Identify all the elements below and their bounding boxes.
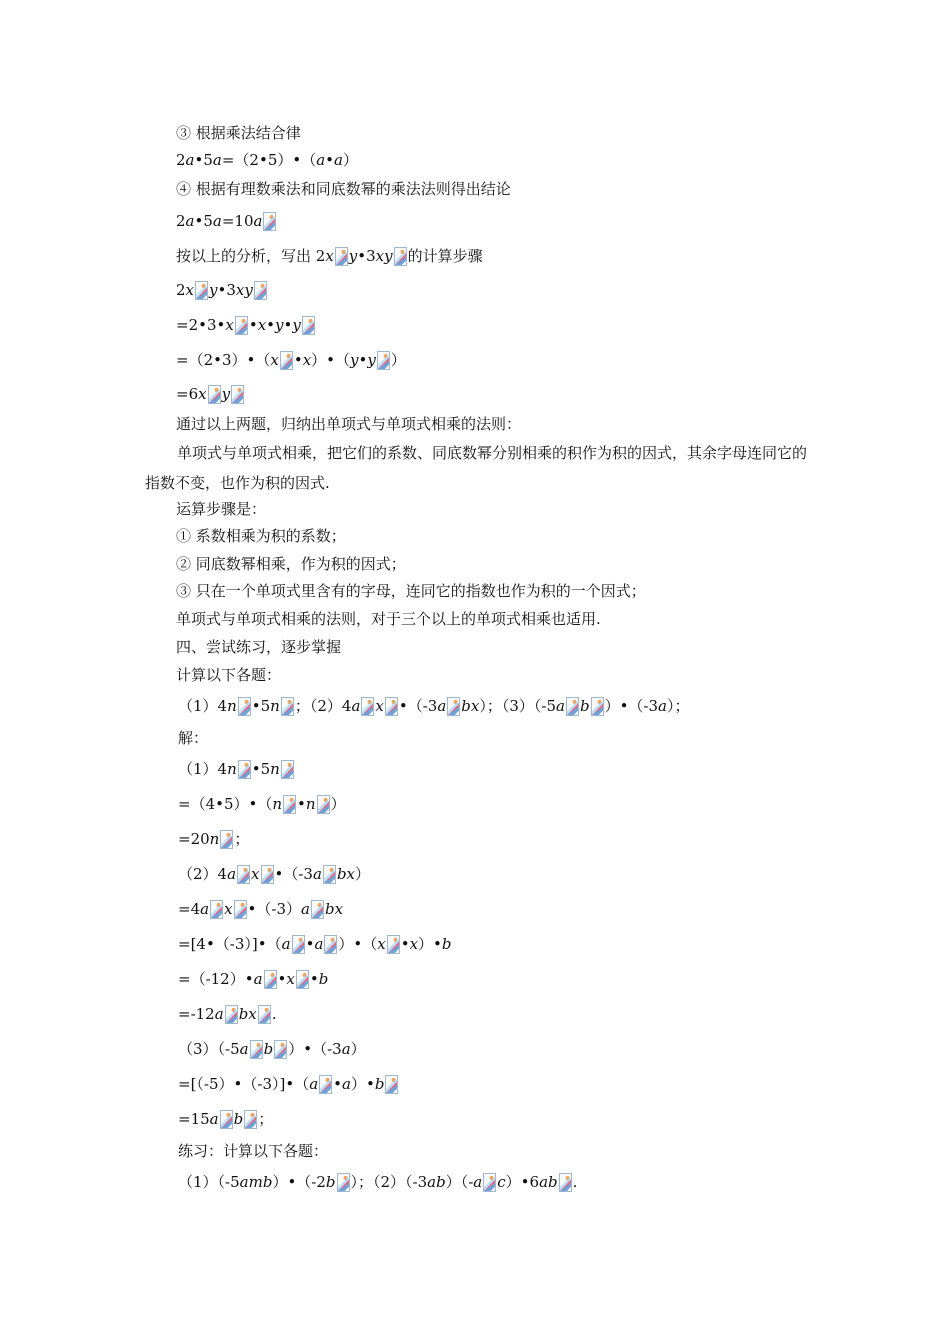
- text-segment: =（2•3）•（: [176, 351, 271, 369]
- math-variable: n: [227, 760, 237, 778]
- math-variable: c: [497, 1173, 506, 1191]
- math-variable: x: [251, 865, 260, 883]
- math-variable: x: [325, 247, 334, 265]
- math-variable: x: [224, 900, 233, 918]
- math-variable: a: [200, 900, 210, 918]
- math-variable: a: [253, 970, 263, 988]
- broken-image-icon: [235, 316, 248, 335]
- broken-image-icon: [283, 795, 296, 814]
- text-segment: •: [297, 795, 306, 813]
- broken-image-icon: [238, 760, 251, 779]
- text-segment: ）•6: [505, 1173, 540, 1191]
- text-segment: =20: [178, 830, 210, 848]
- math-variable: x: [225, 316, 234, 334]
- text-line: [176, 209, 277, 233]
- broken-image-icon: [394, 247, 407, 266]
- text-segment: （1）4: [178, 697, 228, 715]
- text-line: [176, 579, 646, 603]
- text-line: [176, 382, 245, 406]
- text-segment: 计算以下各题：: [176, 666, 282, 684]
- text-segment: =（2•5）•（: [221, 151, 317, 169]
- text-segment: ；: [258, 1110, 274, 1128]
- text-line: [178, 757, 295, 781]
- text-segment: =15: [178, 1110, 210, 1128]
- math-variable: a: [316, 151, 326, 169]
- broken-image-icon: [292, 935, 305, 954]
- text-segment: ③ 只在一个单项式里含有的字母，连同它的指数也作为积的一个因式；: [176, 582, 646, 600]
- text-line: [176, 177, 511, 201]
- text-line: [176, 635, 341, 659]
- text-segment: 单项式与单项式相乘的法则，对于三个以上的单项式相乘也适用.: [176, 610, 601, 628]
- math-variable: y: [275, 316, 284, 334]
- broken-image-icon: [220, 1110, 233, 1129]
- math-variable: b: [441, 935, 452, 953]
- math-variable: y: [221, 385, 231, 403]
- broken-image-icon: [231, 385, 244, 404]
- broken-image-icon: [361, 697, 374, 716]
- text-segment: =（4•5）•（: [178, 795, 273, 813]
- text-segment: •: [333, 1075, 343, 1093]
- broken-image-icon: [225, 1005, 238, 1024]
- text-segment: •5: [194, 151, 213, 169]
- math-variable: x: [198, 385, 207, 403]
- text-line: [178, 1107, 273, 1131]
- text-segment: •: [266, 316, 276, 334]
- text-line: [178, 726, 208, 750]
- text-segment: ④ 根据有理数乘法和同底数幂的乘法法则得出结论: [176, 180, 511, 198]
- text-segment: ；: [234, 830, 250, 848]
- text-line: [176, 552, 406, 576]
- text-segment: ）•: [350, 1075, 375, 1093]
- broken-image-icon: [324, 935, 337, 954]
- math-variable: x: [375, 697, 384, 715]
- math-variable: n: [227, 697, 237, 715]
- broken-image-icon: [261, 865, 274, 884]
- text-segment: =[（-5）•（-3）]•（: [178, 1075, 310, 1093]
- text-segment: ）: [330, 795, 346, 813]
- text-segment: ）•（: [311, 351, 351, 369]
- text-segment: •: [248, 316, 258, 334]
- broken-image-icon: [238, 697, 251, 716]
- broken-image-icon: [447, 697, 460, 716]
- text-line: [178, 694, 690, 718]
- math-variable: a: [214, 1005, 224, 1023]
- text-line: [178, 827, 249, 851]
- math-variable: x: [409, 935, 419, 953]
- math-variable: a: [342, 1075, 351, 1093]
- broken-image-icon: [319, 1075, 332, 1094]
- text-segment: ）•（: [338, 935, 378, 953]
- broken-image-icon: [210, 900, 223, 919]
- text-segment: ；（2）4: [294, 697, 352, 715]
- text-line: [176, 412, 521, 436]
- text-segment: •5: [251, 697, 271, 715]
- text-segment: （1）（-5: [178, 1173, 240, 1191]
- broken-image-icon: [311, 900, 324, 919]
- math-variable: y: [367, 351, 376, 369]
- math-variable: b: [263, 1040, 274, 1058]
- text-segment: （2）4: [178, 865, 228, 883]
- text-line: [178, 1170, 577, 1194]
- broken-image-icon: [234, 900, 247, 919]
- rule-paragraph: 单项式与单项式相乘，把它们的系数、同底数幂分别相乘的积作为积的因式，其余字母连同它的指数不变，也作为积的因式.: [145, 444, 808, 492]
- broken-image-icon: [220, 830, 233, 849]
- text-segment: （3）（-5: [178, 1040, 240, 1058]
- math-variable: xy: [375, 247, 393, 265]
- math-variable: n: [209, 830, 220, 848]
- math-variable: bx: [336, 865, 355, 883]
- broken-image-icon: [317, 795, 330, 814]
- math-variable: a: [309, 1075, 319, 1093]
- text-line: [178, 897, 343, 921]
- text-line: [178, 1002, 277, 1026]
- broken-image-icon: [302, 316, 315, 335]
- text-segment: 2: [176, 151, 186, 169]
- text-segment: ）: [350, 1040, 366, 1058]
- broken-image-icon: [274, 1040, 287, 1059]
- broken-image-icon: [244, 1110, 257, 1129]
- math-variable: ab: [539, 1173, 558, 1191]
- broken-image-icon: [385, 1075, 398, 1094]
- broken-image-icon: [281, 697, 294, 716]
- text-line: [178, 1139, 328, 1163]
- text-segment: ）•（-3: [288, 1040, 342, 1058]
- broken-image-icon: [208, 385, 221, 404]
- broken-image-icon: [337, 1173, 350, 1192]
- math-variable: b: [318, 970, 329, 988]
- math-variable: x: [302, 351, 312, 369]
- text-line: [176, 121, 301, 145]
- text-segment: ）；（3）（-5: [479, 697, 556, 715]
- math-variable: amb: [239, 1173, 273, 1191]
- math-variable: ab: [427, 1173, 446, 1191]
- math-variable: a: [437, 697, 447, 715]
- text-line: [176, 313, 316, 337]
- broken-image-icon: [264, 970, 277, 989]
- math-variable: b: [233, 1110, 244, 1128]
- broken-image-icon: [296, 970, 309, 989]
- math-variable: a: [341, 1040, 351, 1058]
- text-segment: •5: [194, 212, 213, 230]
- text-segment: 2: [176, 281, 186, 299]
- text-line: [178, 792, 346, 816]
- text-segment: •: [283, 316, 293, 334]
- text-line: [178, 932, 452, 956]
- text-line: [176, 524, 346, 548]
- math-variable: a: [301, 900, 310, 918]
- math-variable: a: [253, 212, 263, 230]
- text-segment: 按以上的分析，写出 2: [176, 247, 326, 265]
- text-line: [176, 148, 358, 172]
- broken-image-icon: [335, 247, 348, 266]
- text-segment: •: [305, 935, 315, 953]
- math-variable: bx: [461, 697, 480, 715]
- text-segment: ）: [355, 865, 371, 883]
- broken-image-icon: [387, 935, 400, 954]
- math-variable: a: [351, 697, 361, 715]
- broken-image-icon: [377, 351, 390, 370]
- text-segment: .: [271, 1005, 277, 1023]
- math-variable: b: [325, 1173, 336, 1191]
- math-variable: a: [227, 865, 237, 883]
- text-segment: •: [277, 970, 287, 988]
- text-line: [178, 1037, 366, 1061]
- math-variable: b: [374, 1075, 385, 1093]
- text-line: [176, 244, 483, 268]
- text-segment: =10: [221, 212, 254, 230]
- math-variable: x: [377, 935, 386, 953]
- text-line: [176, 663, 281, 687]
- text-segment: =[4•（-3）]•（: [178, 935, 282, 953]
- text-segment: •（-3: [274, 865, 313, 883]
- math-variable: a: [239, 1040, 249, 1058]
- text-segment: •: [325, 151, 335, 169]
- math-variable: y: [348, 247, 358, 265]
- text-line: [176, 497, 266, 521]
- math-variable: a: [212, 151, 222, 169]
- text-segment: =6: [176, 385, 199, 403]
- text-segment: =2•3•: [176, 316, 226, 334]
- broken-image-icon: [254, 281, 267, 300]
- text-segment: •5: [251, 760, 271, 778]
- broken-image-icon: [263, 212, 276, 231]
- math-variable: a: [314, 935, 324, 953]
- math-variable: x: [286, 970, 295, 988]
- text-segment: （1）4: [178, 760, 228, 778]
- math-variable: y: [292, 316, 301, 334]
- math-variable: a: [658, 697, 667, 715]
- text-segment: ）: [342, 151, 358, 169]
- math-variable: n: [272, 795, 283, 813]
- text-segment: =4: [178, 900, 201, 918]
- text-segment: ）；: [666, 697, 690, 715]
- math-variable: a: [185, 212, 195, 230]
- text-segment: •: [293, 351, 303, 369]
- math-variable: y: [350, 351, 359, 369]
- broken-image-icon: [483, 1173, 496, 1192]
- math-variable: a: [281, 935, 291, 953]
- text-line: [178, 967, 328, 991]
- text-line: [176, 278, 268, 302]
- text-segment: ）（-: [445, 1173, 474, 1191]
- broken-image-icon: [237, 865, 250, 884]
- text-segment: 运算步骤是：: [176, 500, 267, 518]
- text-segment: 练习：计算以下各题：: [178, 1142, 329, 1160]
- text-line: [176, 348, 406, 372]
- text-segment: =-12: [178, 1005, 215, 1023]
- text-segment: ① 系数相乘为积的系数；: [176, 527, 346, 545]
- math-variable: a: [556, 697, 565, 715]
- text-line: [178, 1072, 399, 1096]
- math-variable: bx: [238, 1005, 257, 1023]
- broken-image-icon: [281, 760, 294, 779]
- broken-image-icon: [385, 697, 398, 716]
- text-segment: •3: [357, 247, 376, 265]
- broken-image-icon: [280, 351, 293, 370]
- text-segment: 的计算步骤: [407, 247, 483, 265]
- math-variable: a: [185, 151, 195, 169]
- text-segment: ）•（-2: [272, 1173, 326, 1191]
- math-variable: a: [473, 1173, 483, 1191]
- text-segment: ）: [390, 351, 406, 369]
- broken-image-icon: [195, 281, 208, 300]
- text-segment: ）；（2）（-3: [350, 1173, 428, 1191]
- text-segment: ② 同底数幂相乘，作为积的因式；: [176, 555, 406, 573]
- broken-image-icon: [323, 865, 336, 884]
- text-line: [178, 862, 370, 886]
- math-variable: bx: [324, 900, 344, 918]
- broken-image-icon: [559, 1173, 572, 1192]
- text-segment: 四、尝试练习，逐步掌握: [176, 638, 342, 656]
- text-segment: •: [309, 970, 319, 988]
- text-segment: •（-3）: [247, 900, 302, 918]
- text-segment: ）•（-3: [604, 697, 659, 715]
- math-variable: a: [212, 212, 222, 230]
- math-variable: x: [185, 281, 195, 299]
- math-variable: b: [579, 697, 590, 715]
- text-segment: •: [358, 351, 368, 369]
- text-segment: 2: [176, 212, 186, 230]
- text-segment: ）•: [418, 935, 442, 953]
- text-segment: 解：: [178, 729, 209, 747]
- text-segment: •（-3: [398, 697, 438, 715]
- math-variable: n: [305, 795, 316, 813]
- math-variable: y: [209, 281, 218, 299]
- broken-image-icon: [566, 697, 579, 716]
- math-variable: n: [270, 697, 280, 715]
- text-segment: 通过以上两题，归纳出单项式与单项式相乘的法则：: [176, 415, 522, 433]
- math-variable: a: [334, 151, 343, 169]
- math-variable: a: [209, 1110, 219, 1128]
- broken-image-icon: [591, 697, 604, 716]
- text-segment: ③ 根据乘法结合律: [176, 124, 301, 142]
- broken-image-icon: [250, 1040, 263, 1059]
- text-segment: =（-12）•: [178, 970, 254, 988]
- math-variable: x: [270, 351, 279, 369]
- text-segment: •: [400, 935, 410, 953]
- math-variable: n: [270, 760, 280, 778]
- text-segment: .: [572, 1173, 578, 1191]
- broken-image-icon: [258, 1005, 271, 1024]
- math-variable: xy: [235, 281, 253, 299]
- math-variable: a: [312, 865, 322, 883]
- math-variable: x: [257, 316, 267, 334]
- text-line: [176, 607, 601, 631]
- text-segment: •3: [217, 281, 236, 299]
